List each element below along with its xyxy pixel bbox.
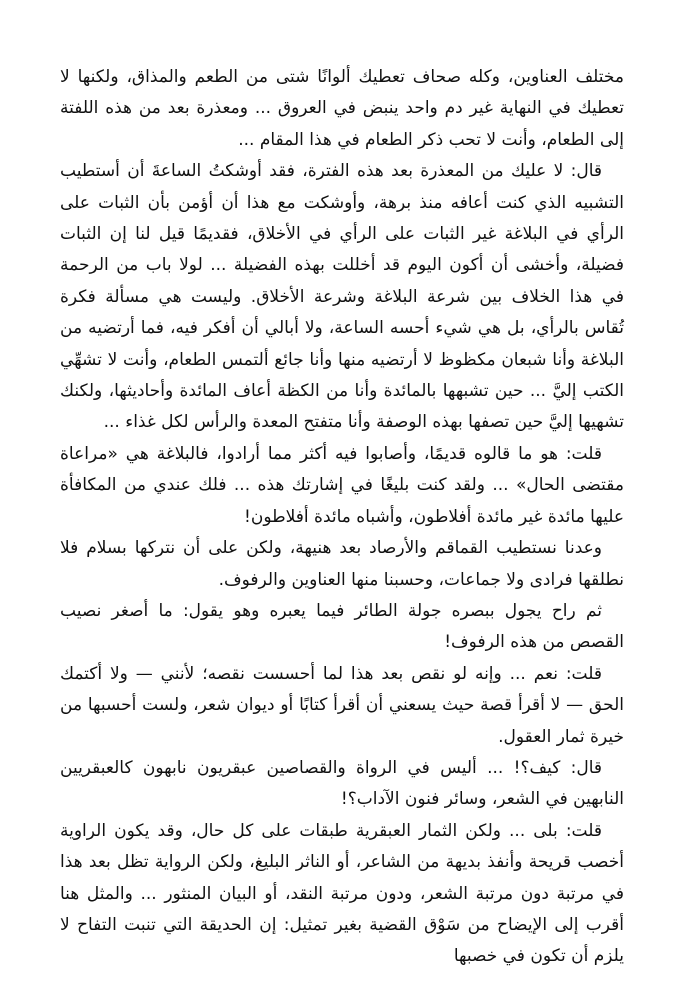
paragraph-qultu-balagha: قلت: هو ما قالوه قديمًا، وأصابوا فيه أكثر مما أرادوا، فالبلاغة هي «مراعاة مقتضى الحال» ... ولقد كنت بليغًا في إشارتك هذه ... فلك عندي من المكافأة عليها مائدة غير مائدة أفلاطون، وأشباه مائدة أفلاطون! xyxy=(60,443,624,527)
paragraph-qultu-yes: قلت: بلى ... ولكن الثمار العبقرية طبقات على كل حال، وقد يكون الراوية أخصب قريحة وأنفذ بديهة من الشاعر، أو الناثر البليغ، ولكن الرواية تظل بعد هذا في مرتبة دون مرتبة الشعر، ودون مرتبة النقد، أو البيان المنثور ... والمثل هنا أقرب إلى الإيضاح من سَوْق القضية بغير تمثيل: إن الحديقة التي تنبت التفاح لا يلزم أن تكون في خصبها xyxy=(60,820,624,967)
paragraph-return-to-shelves: وعدنا نستطيب القماقم والأرصاد بعد هنيهة، ولكن على أن نتركها بسلام فلا نطلقها فرادى ولا جماعات، وحسبنا منها العناوين والرفوف. xyxy=(60,538,624,590)
paragraph-qala-how: قال: كيف؟! ... أليس في الرواة والقصاصين عبقريون نابهون كالعبقريين النابهين في الشعر، وسائر فنون الآداب؟! xyxy=(60,757,624,810)
book-page xyxy=(60,62,624,973)
paragraph-qultu-story: قلت: نعم ... وإنه لو نقص بعد هذا لما أحسست نقصه؛ لأنني — ولا أكتمك الحق — لا أقرأ قصة حيث يسعني أن أقرأ كتابًا أو ديوان شعر، ولست أحسبها من خيرة ثمار العقول. xyxy=(60,663,624,747)
paragraph-continuation: مختلف العناوين، وكله صحاف تعطيك ألوانًا شتى من الطعم والمذاق، ولكنها لا تعطيك في النهاية غير دم واحد ينبض في العروق ... ومعذرة بعد من هذه اللفتة إلى الطعام، وأنت لا تحب ذكر الطعام في هذا المقام ... xyxy=(60,67,624,150)
paragraph-qala-apology: قال: لا عليك من المعذرة بعد هذه الفترة، فقد أوشكتُ الساعةَ أن أستطيب التشبيه الذي كنت أعافه منذ برهة، وأوشكت مع هذا أن أؤمن بأن الثبات على الرأي في البلاغة غير الثبات على الرأي في الأخلاق، فقديمًا قيل لنا إن الثبات فضيلة، وأخشى أن أكون اليوم قد أخللت بهذه الفضيلة ... لولا باب من الرحمة في هذا الخلاف بين شرعة البلاغة وشرعة الأخلاق. وليست هي مسألة فكرة تُقاس بالرأي، بل هي شيء أحسه الساعة، ولا أبالي أن أفكر فيه، فما أرتضيه من البلاغة وأنا شبعان مكظوظ لا أرتضيه منها وأنا جائع ألتمس الطعام، وأنت لا تشهِّي الكتب إليَّ ... حين تشبهها بالمائدة وأنا من الكظة أعاف المائدة وأحاديثها، ولكنك تشهيها إليَّ حين تصفها بهذه الوصفة وأنا متفتح المعدة والرأس لكل غذاء ... xyxy=(60,161,624,433)
paragraph-fiction-share: ثم راح يجول ببصره جولة الطائر فيما يعبره وهو يقول: ما أصغر نصيب القصص من هذه الرفوف! xyxy=(60,600,624,653)
